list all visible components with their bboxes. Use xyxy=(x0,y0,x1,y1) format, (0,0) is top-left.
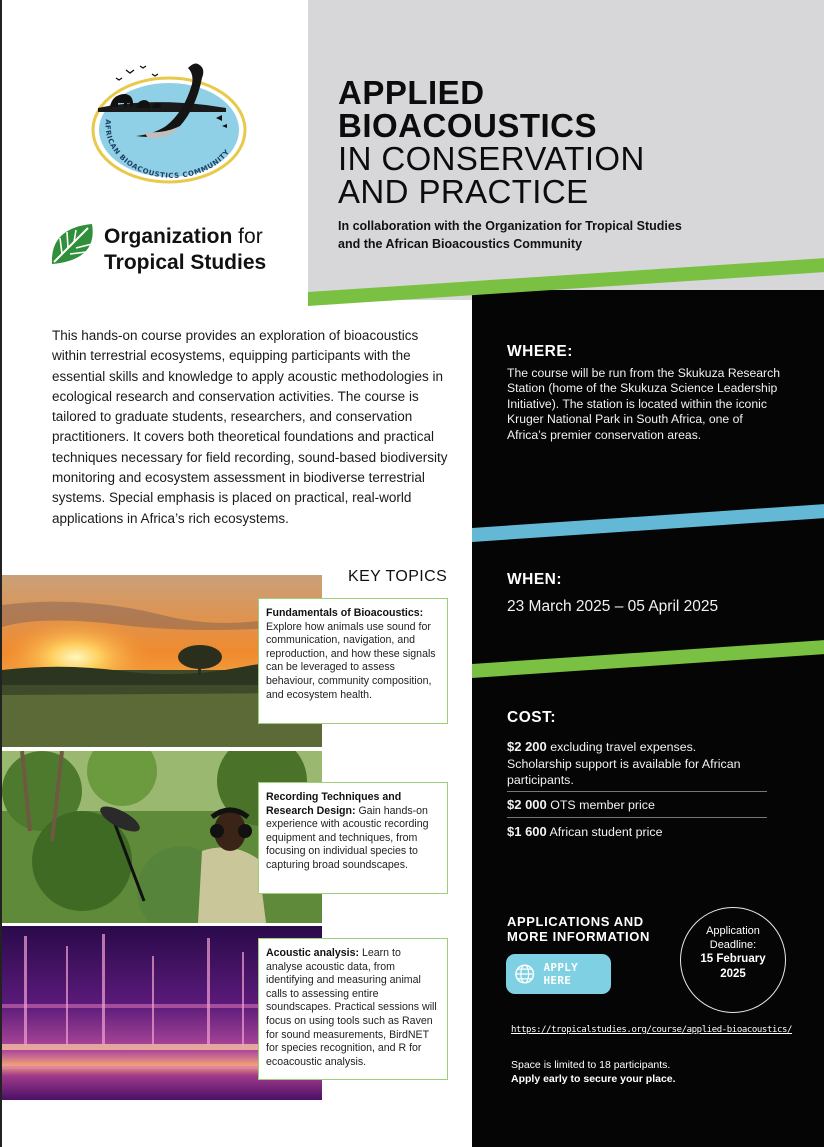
cost-item-1 xyxy=(507,739,747,789)
cost-price: $1 600 xyxy=(507,824,547,839)
ots-name-light: for xyxy=(232,225,263,248)
title-line-4: AND PRACTICE xyxy=(338,173,589,210)
space-note: Space is limited to 18 participants. xyxy=(511,1059,671,1071)
blue-divider-stripe xyxy=(472,500,824,546)
topic-card-fundamentals xyxy=(258,598,448,724)
when-heading: WHEN: xyxy=(507,571,563,588)
where-heading: WHERE: xyxy=(507,343,573,360)
topic-heading: Fundamentals of Bioacoustics: xyxy=(266,607,424,619)
when-dates: 23 March 2025 – 05 April 2025 xyxy=(507,598,719,615)
cost-desc: excluding travel expenses. Scholarship support is available for African participants. xyxy=(507,740,741,787)
subtitle-line-1: In collaboration with the Organization for Tropical Studies xyxy=(338,219,682,233)
cost-heading: COST: xyxy=(507,709,556,726)
subtitle xyxy=(338,217,778,253)
apply-early-note: Apply early to secure your place. xyxy=(511,1073,676,1085)
topic-body: Explore how animals use sound for communication, navigation, and reproduction, and how these signals can be leveraged to assess behaviour, community composition, and ecosystem health. xyxy=(266,620,436,701)
topic-body: Learn to analyse acoustic data, from identifying and measuring animal calls to assessing entire soundscapes. Practical sessions will focus on using tools such as Raven for sound measurements, BirdNET for species recognition, and R for ecoacoustic analysis. xyxy=(266,947,437,1068)
cost-divider xyxy=(507,791,767,792)
cost-desc: African student price xyxy=(546,825,663,839)
where-body: The course will be run from the Skukuza Research Station (home of the Skukuza Science Leadership Initiative). The station is located within the iconic Kruger National Park in South Africa, one of Africa’s premier conservation areas. xyxy=(507,366,780,442)
deadline-label-2: Deadline: xyxy=(709,939,757,951)
apply-here-label: APPLY HERE xyxy=(543,961,579,987)
ots-logo xyxy=(48,218,288,274)
intro-paragraph: This hands-on course provides an exploration of bioacoustics within terrestrial ecosystems, equipping participants with the essential skills and knowledge to apply acoustic methodologies in ecological research and conservation activities. The course is tailored to graduate students, researchers, and conservation practitioners. It covers both theoretical foundations and practical techniques necessary for field recording, sound-based biodiversity monitoring and ecosystem assessment in biodiverse terrestrial systems. Special emphasis is placed on practical, real-world applications in Africa’s rich ecosystems. xyxy=(52,328,448,526)
topic-card-analysis xyxy=(258,938,448,1080)
applications-heading-line-2: MORE INFORMATION xyxy=(507,929,650,944)
deadline-date-1: 15 February xyxy=(700,953,766,965)
cost-divider xyxy=(507,817,767,818)
header-green-stripe xyxy=(302,252,824,312)
leaf-icon xyxy=(48,220,100,270)
cost-item-3 xyxy=(507,824,662,840)
deadline-badge xyxy=(680,907,786,1013)
topic-heading: Acoustic analysis: xyxy=(266,947,360,959)
course-url-link[interactable]: https://tropicalstudies.org/course/applied-bioacoustics/ xyxy=(511,1025,793,1035)
abc-logo-text: AFRICAN BIOACOUSTICS COMMUNITY xyxy=(103,119,232,180)
globe-icon xyxy=(514,963,535,985)
subtitle-line-2: and the African Bioacoustics Community xyxy=(338,237,583,251)
apply-here-button[interactable] xyxy=(506,954,611,994)
topic-heading: Recording Techniques and Research Design: xyxy=(266,791,402,817)
cost-price: $2 200 xyxy=(507,739,547,754)
ots-name-bold-2: Tropical Studies xyxy=(104,251,267,274)
title-line-1: APPLIED xyxy=(338,74,485,111)
cost-item-2 xyxy=(507,797,655,813)
deadline-label-1: Application xyxy=(706,925,760,937)
cost-price: $2 000 xyxy=(507,797,547,812)
deadline-date-2: 2025 xyxy=(720,968,746,980)
title-line-2: BIOACOUSTICS xyxy=(338,107,598,144)
title-line-3: IN CONSERVATION xyxy=(338,140,645,177)
key-topics-title: KEY TOPICS xyxy=(348,568,448,585)
cost-desc: OTS member price xyxy=(546,798,655,812)
applications-heading xyxy=(507,914,650,944)
ots-name-bold-1: Organization xyxy=(104,225,233,248)
green-divider-stripe xyxy=(472,636,824,682)
african-bioacoustics-logo xyxy=(86,50,252,190)
topic-card-recording xyxy=(258,782,448,894)
topic-body: Gain hands-on experience with acoustic recording equipment and techniques, from focusing on individual species to capturing broad soundscapes. xyxy=(266,804,429,871)
ots-name xyxy=(104,224,266,276)
applications-heading-line-1: APPLICATIONS AND xyxy=(507,914,644,929)
